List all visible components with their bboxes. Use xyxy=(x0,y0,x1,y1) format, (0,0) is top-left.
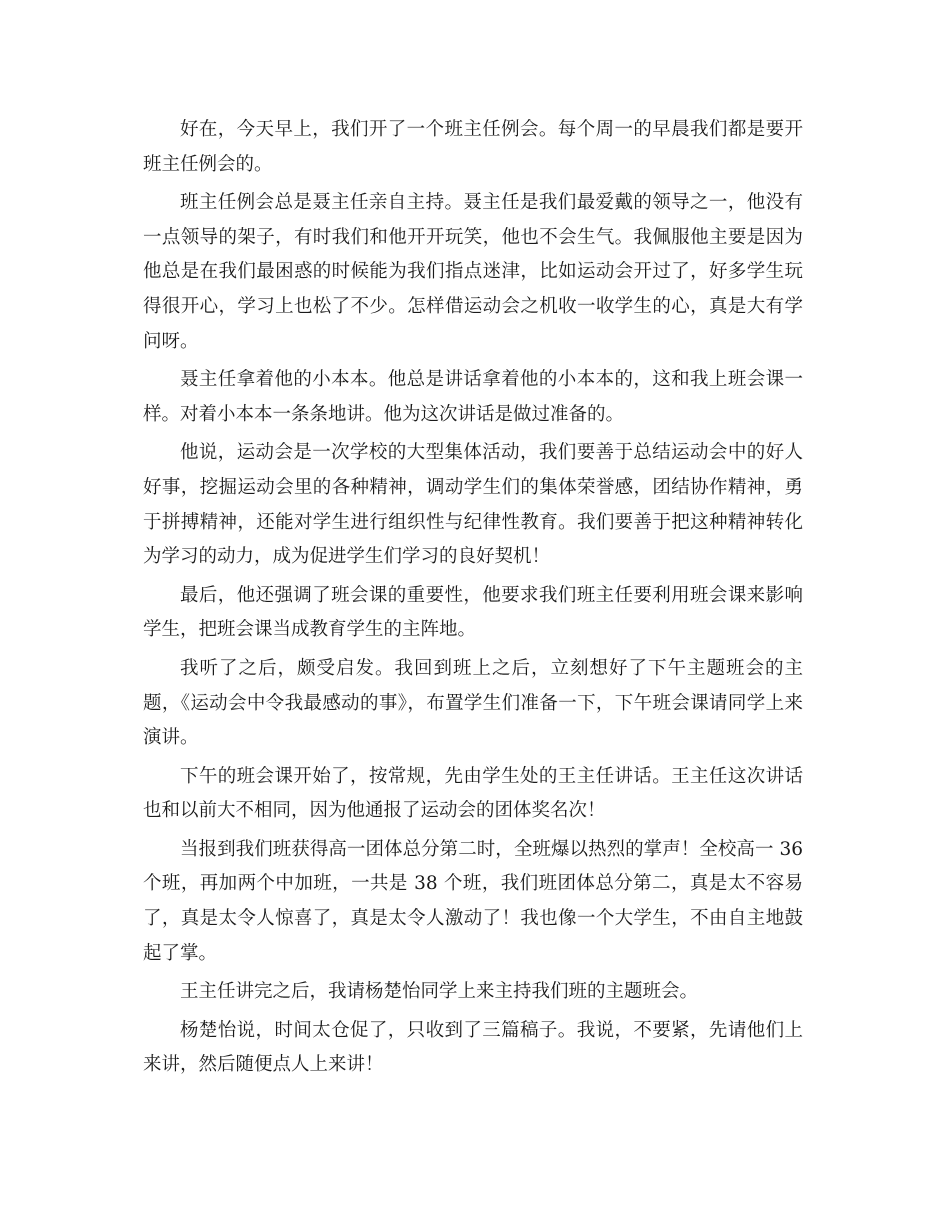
paragraph: 他说，运动会是一次学校的大型集体活动，我们要善于总结运动会中的好人好事，挖掘运动会里的各种精神，调动学生们的集体荣誉感，团结协作精神，勇于拼搏精神，还能对学生进行组织性与纪律性教育。我们要善于把这种精神转化为学习的动力，成为促进学生们学习的良好契机！ xyxy=(143,442,803,568)
paragraph: 好在，今天早上，我们开了一个班主任例会。每个周一的早晨我们都是要开班主任例会的。 xyxy=(143,119,803,175)
paragraph: 聂主任拿着他的小本本。他总是讲话拿着他的小本本的，这和我上班会课一样。对着小本本一条条地讲。他为这次讲话是做过准备的。 xyxy=(143,369,803,425)
paragraph: 班主任例会总是聂主任亲自主持。聂主任是我们最爱戴的领导之一，他没有一点领导的架子，有时我们和他开开玩笑，他也不会生气。我佩服他主要是因为他总是在我们最困惑的时候能为我们指点迷津，比如运动会开过了，好多学生玩得很开心，学习上也松了不少。怎样借运动会之机收一收学生的心，真是大有学问呀。 xyxy=(143,192,803,352)
document-body xyxy=(143,113,803,1087)
paragraph: 杨楚怡说，时间太仓促了，只收到了三篇稿子。我说，不要紧，先请他们上来讲，然后随便点人上来讲！ xyxy=(143,1019,803,1076)
paragraph: 下午的班会课开始了，按常规，先由学生处的王主任讲话。王主任这次讲话也和以前大不相同，因为他通报了运动会的团体奖名次！ xyxy=(143,765,803,822)
paragraph: 当报到我们班获得高一团体总分第二时，全班爆以热烈的掌声！全校高一 36 个班，再加两个中加班，一共是 38 个班，我们班团体总分第二，真是太不容易了，真是太令人惊喜了，真是太令人激动了！我也像一个大学生，不由自主地鼓起了掌。 xyxy=(143,838,803,964)
paragraph: 王主任讲完之后，我请杨楚怡同学上来主持我们班的主题班会。 xyxy=(180,981,699,1003)
paragraph: 我听了之后，颇受启发。我回到班上之后，立刻想好了下午主题班会的主题，《运动会中令我最感动的事》，布置学生们准备一下，下午班会课请同学上来演讲。 xyxy=(143,657,803,749)
paragraph: 最后，他还强调了班会课的重要性，他要求我们班主任要利用班会课来影响学生，把班会课当成教育学生的主阵地。 xyxy=(143,584,803,641)
